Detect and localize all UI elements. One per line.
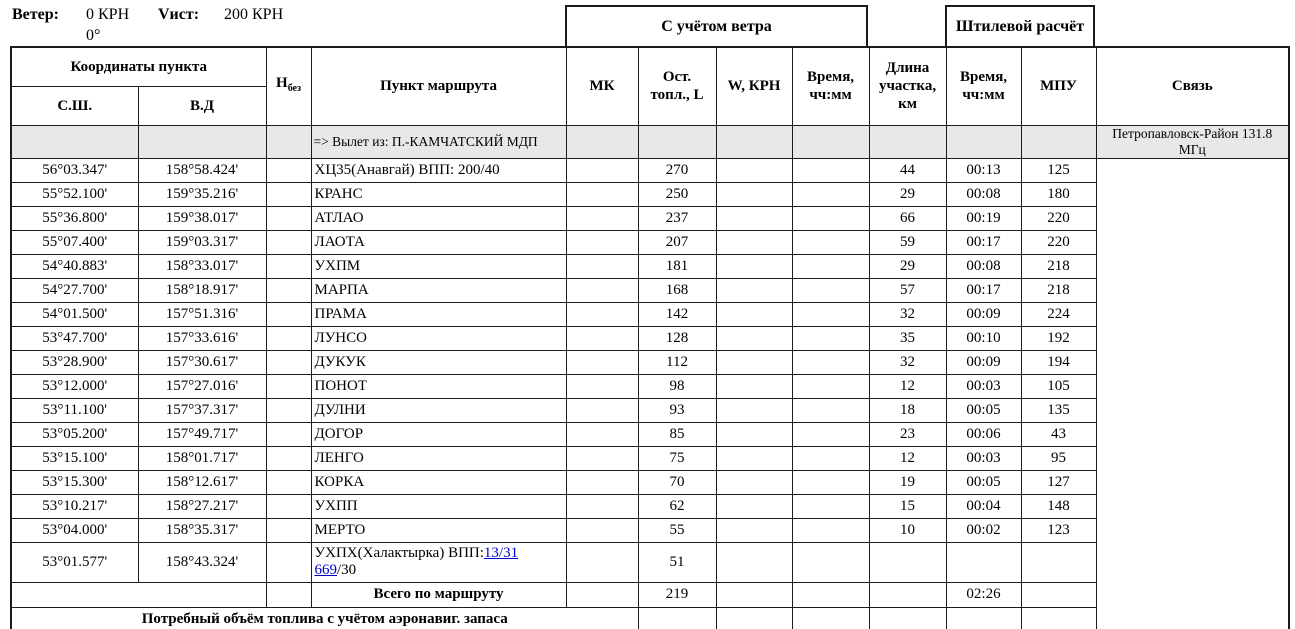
lat-cell: 53°05.200' bbox=[11, 422, 138, 446]
mpu-cell: 180 bbox=[1021, 182, 1096, 206]
lat-cell: 55°52.100' bbox=[11, 182, 138, 206]
runway-suffix: /30 bbox=[337, 562, 357, 578]
required-fuel-label-cell: Потребный объём топлива с учётом аэронавиг. запаса bbox=[11, 607, 638, 629]
time-calm-cell: 00:08 bbox=[946, 254, 1021, 278]
point-cell: ХЦ35(Анавгай) ВПП: 200/40 bbox=[311, 158, 566, 182]
mpu-cell: 125 bbox=[1021, 158, 1096, 182]
mpu-cell: 224 bbox=[1021, 302, 1096, 326]
point-cell: ЛУНСО bbox=[311, 326, 566, 350]
mk-cell bbox=[566, 518, 638, 542]
time-wind-cell bbox=[792, 350, 869, 374]
point-cell: ПРАМА bbox=[311, 302, 566, 326]
lon-cell: 159°35.216' bbox=[138, 182, 266, 206]
hbez-cell bbox=[266, 125, 311, 158]
hbez-cell bbox=[266, 326, 311, 350]
wind-label: Ветер: bbox=[12, 6, 59, 23]
point-cell: МЕРТО bbox=[311, 518, 566, 542]
destination-point-cell bbox=[311, 542, 566, 582]
leg-length-header: Длина участка, км bbox=[869, 47, 946, 125]
time-wind-cell bbox=[792, 254, 869, 278]
hbez-cell bbox=[266, 470, 311, 494]
lat-cell: 53°01.577' bbox=[11, 542, 138, 582]
mpu-cell bbox=[1021, 607, 1096, 629]
hbez-cell bbox=[266, 302, 311, 326]
hbez-cell bbox=[266, 230, 311, 254]
fuel-cell: 93 bbox=[638, 398, 716, 422]
time-calm-cell bbox=[946, 542, 1021, 582]
mk-cell bbox=[566, 470, 638, 494]
time-wind-cell bbox=[792, 422, 869, 446]
point-cell: ДУКУК bbox=[311, 350, 566, 374]
point-cell: ДОГОР bbox=[311, 422, 566, 446]
time-calm-header: Время, чч:мм bbox=[946, 47, 1021, 125]
departure-point-cell: => Вылет из: П.-КАМЧАТСКИЙ МДП bbox=[311, 125, 566, 158]
leg-cell: 19 bbox=[869, 470, 946, 494]
hbez-cell bbox=[266, 182, 311, 206]
mpu-cell: 220 bbox=[1021, 230, 1096, 254]
fuel-cell: 142 bbox=[638, 302, 716, 326]
lon-cell: 158°58.424' bbox=[138, 158, 266, 182]
lat-cell: 55°07.400' bbox=[11, 230, 138, 254]
true-speed-value: 200 КРН bbox=[224, 6, 284, 23]
mk-cell bbox=[566, 230, 638, 254]
w-cell bbox=[716, 302, 792, 326]
fuel-cell: 51 bbox=[638, 542, 716, 582]
lon-cell: 157°49.717' bbox=[138, 422, 266, 446]
mk-cell bbox=[566, 254, 638, 278]
fuel-cell: 207 bbox=[638, 230, 716, 254]
leg-cell: 57 bbox=[869, 278, 946, 302]
time-wind-cell bbox=[792, 518, 869, 542]
table-row bbox=[11, 158, 1289, 182]
leg-cell: 35 bbox=[869, 326, 946, 350]
lon-cell: 159°03.317' bbox=[138, 230, 266, 254]
comm-merged-cell bbox=[1096, 158, 1289, 629]
totals-label-cell: Всего по маршруту bbox=[311, 582, 566, 607]
lon-cell: 158°01.717' bbox=[138, 446, 266, 470]
time-calm-cell: 00:03 bbox=[946, 446, 1021, 470]
time-calm-cell: 00:13 bbox=[946, 158, 1021, 182]
w-cell bbox=[716, 350, 792, 374]
time-wind-cell bbox=[792, 494, 869, 518]
point-cell: ДУЛНИ bbox=[311, 398, 566, 422]
lat-cell: 54°27.700' bbox=[11, 278, 138, 302]
lat-cell: 53°15.100' bbox=[11, 446, 138, 470]
lat-cell: 53°10.217' bbox=[11, 494, 138, 518]
lon-cell: 157°33.616' bbox=[138, 326, 266, 350]
time-wind-cell bbox=[792, 230, 869, 254]
lat-cell bbox=[11, 125, 138, 158]
lat-cell: 55°36.800' bbox=[11, 206, 138, 230]
mk-cell bbox=[566, 182, 638, 206]
leg-cell bbox=[869, 607, 946, 629]
time-calm-cell: 00:17 bbox=[946, 278, 1021, 302]
leg-cell: 32 bbox=[869, 350, 946, 374]
leg-cell: 29 bbox=[869, 182, 946, 206]
point-cell: АТЛАО bbox=[311, 206, 566, 230]
time-wind-cell bbox=[792, 398, 869, 422]
fuel-cell: 55 bbox=[638, 518, 716, 542]
lon-cell: 158°12.617' bbox=[138, 470, 266, 494]
fuel-cell: 181 bbox=[638, 254, 716, 278]
mpu-cell: 135 bbox=[1021, 398, 1096, 422]
lat-header: С.Ш. bbox=[11, 86, 138, 125]
departure-comm-cell: Петропавловск-Район 131.8 МГц bbox=[1096, 125, 1289, 158]
point-cell: ПОНОТ bbox=[311, 374, 566, 398]
mk-cell bbox=[566, 350, 638, 374]
leg-cell: 66 bbox=[869, 206, 946, 230]
w-cell bbox=[716, 398, 792, 422]
time-wind-cell bbox=[792, 326, 869, 350]
point-cell: УХПП bbox=[311, 494, 566, 518]
hbez-sub: без bbox=[287, 83, 302, 95]
lat-cell: 54°01.500' bbox=[11, 302, 138, 326]
mk-cell bbox=[566, 542, 638, 582]
lat-cell: 53°15.300' bbox=[11, 470, 138, 494]
mk-cell bbox=[566, 302, 638, 326]
w-cell bbox=[716, 542, 792, 582]
hbez-cell bbox=[266, 582, 311, 607]
runway-link-1[interactable]: 13/31 bbox=[483, 545, 519, 561]
w-cell bbox=[716, 607, 792, 629]
mpu-cell: 192 bbox=[1021, 326, 1096, 350]
destination-name: УХПХ(Халактырка) ВПП: bbox=[314, 545, 484, 561]
time-wind-cell bbox=[792, 182, 869, 206]
mpu-cell: 148 bbox=[1021, 494, 1096, 518]
mk-cell bbox=[566, 494, 638, 518]
time-wind-cell bbox=[792, 278, 869, 302]
time-calm-cell: 00:06 bbox=[946, 422, 1021, 446]
time-wind-cell bbox=[792, 158, 869, 182]
time-calm-cell: 00:09 bbox=[946, 350, 1021, 374]
total-fuel-cell: 219 bbox=[638, 582, 716, 607]
lat-cell: 53°11.100' bbox=[11, 398, 138, 422]
time-calm-cell: 00:10 bbox=[946, 326, 1021, 350]
mk-cell bbox=[566, 398, 638, 422]
leg-cell: 10 bbox=[869, 518, 946, 542]
mpu-header: МПУ bbox=[1021, 47, 1096, 125]
route-table bbox=[10, 46, 1290, 629]
w-cell bbox=[716, 158, 792, 182]
point-cell: УХПМ bbox=[311, 254, 566, 278]
w-cell bbox=[716, 470, 792, 494]
fuel-cell: 70 bbox=[638, 470, 716, 494]
lon-cell: 158°43.324' bbox=[138, 542, 266, 582]
comm-header: Связь bbox=[1096, 47, 1289, 125]
w-cell bbox=[716, 582, 792, 607]
leg-cell: 18 bbox=[869, 398, 946, 422]
route-point-header: Пункт маршрута bbox=[311, 47, 566, 125]
mpu-cell: 218 bbox=[1021, 278, 1096, 302]
time-wind-header: Время, чч:мм bbox=[792, 47, 869, 125]
w-cell bbox=[716, 278, 792, 302]
mpu-cell bbox=[1021, 542, 1096, 582]
time-wind-cell bbox=[792, 446, 869, 470]
time-calm-cell: 00:04 bbox=[946, 494, 1021, 518]
leg-cell: 15 bbox=[869, 494, 946, 518]
w-header: W, КРН bbox=[716, 47, 792, 125]
time-calm-cell: 00:17 bbox=[946, 230, 1021, 254]
time-calm-cell: 00:02 bbox=[946, 518, 1021, 542]
leg-cell bbox=[869, 582, 946, 607]
lon-cell: 158°18.917' bbox=[138, 278, 266, 302]
safe-altitude-header bbox=[266, 47, 311, 125]
w-cell bbox=[716, 230, 792, 254]
time-calm-cell: 00:05 bbox=[946, 470, 1021, 494]
w-cell bbox=[716, 254, 792, 278]
fuel-cell: 112 bbox=[638, 350, 716, 374]
mpu-cell: 194 bbox=[1021, 350, 1096, 374]
fuel-cell: 168 bbox=[638, 278, 716, 302]
time-wind-cell bbox=[792, 582, 869, 607]
w-cell bbox=[716, 422, 792, 446]
w-cell bbox=[716, 518, 792, 542]
w-cell bbox=[716, 326, 792, 350]
w-cell bbox=[716, 182, 792, 206]
mpu-cell: 105 bbox=[1021, 374, 1096, 398]
time-calm-cell: 00:09 bbox=[946, 302, 1021, 326]
mpu-cell: 43 bbox=[1021, 422, 1096, 446]
fuel-header: Ост. топл., L bbox=[638, 47, 716, 125]
time-wind-cell bbox=[792, 374, 869, 398]
lat-cell: 53°12.000' bbox=[11, 374, 138, 398]
lon-cell: 158°35.317' bbox=[138, 518, 266, 542]
fuel-cell: 75 bbox=[638, 446, 716, 470]
hbez-cell bbox=[266, 350, 311, 374]
fuel-cell: 85 bbox=[638, 422, 716, 446]
fuel-cell: 98 bbox=[638, 374, 716, 398]
mk-cell bbox=[566, 278, 638, 302]
lon-cell: 158°33.017' bbox=[138, 254, 266, 278]
point-cell: КОРКА bbox=[311, 470, 566, 494]
time-wind-cell bbox=[792, 542, 869, 582]
with-wind-group-header: С учётом ветра bbox=[565, 5, 868, 46]
mk-cell bbox=[566, 158, 638, 182]
hbez-cell bbox=[266, 446, 311, 470]
mk-cell bbox=[566, 374, 638, 398]
leg-cell: 23 bbox=[869, 422, 946, 446]
lon-cell: 157°37.317' bbox=[138, 398, 266, 422]
leg-cell bbox=[869, 542, 946, 582]
time-wind-cell bbox=[792, 302, 869, 326]
mk-cell bbox=[566, 582, 638, 607]
fuel-cell: 250 bbox=[638, 182, 716, 206]
fuel-cell: 237 bbox=[638, 206, 716, 230]
hbez-cell bbox=[266, 422, 311, 446]
leg-cell: 12 bbox=[869, 446, 946, 470]
total-time-cell: 02:26 bbox=[946, 582, 1021, 607]
mk-cell bbox=[566, 422, 638, 446]
w-cell bbox=[716, 374, 792, 398]
mpu-cell: 220 bbox=[1021, 206, 1096, 230]
coords-header: Координаты пункта bbox=[11, 47, 266, 86]
w-cell bbox=[716, 446, 792, 470]
wind-direction: 0° bbox=[86, 27, 101, 44]
lon-cell: 159°38.017' bbox=[138, 206, 266, 230]
time-wind-cell bbox=[792, 470, 869, 494]
lon-cell: 157°51.316' bbox=[138, 302, 266, 326]
hbez-cell bbox=[266, 542, 311, 582]
mk-header: МК bbox=[566, 47, 638, 125]
wind-value: 0 КРН bbox=[86, 6, 130, 23]
leg-cell: 29 bbox=[869, 254, 946, 278]
time-calm-cell bbox=[946, 607, 1021, 629]
lon-cell: 158°27.217' bbox=[138, 494, 266, 518]
point-cell: ЛАОТА bbox=[311, 230, 566, 254]
lat-cell: 53°04.000' bbox=[11, 518, 138, 542]
hbez-cell bbox=[266, 494, 311, 518]
calm-calc-group-header: Штилевой расчёт bbox=[945, 5, 1095, 46]
leg-cell: 32 bbox=[869, 302, 946, 326]
fuel-cell: 270 bbox=[638, 158, 716, 182]
mpu-cell bbox=[1021, 582, 1096, 607]
point-cell: КРАНС bbox=[311, 182, 566, 206]
hbez-cell bbox=[266, 206, 311, 230]
time-calm-cell: 00:05 bbox=[946, 398, 1021, 422]
mpu-cell: 123 bbox=[1021, 518, 1096, 542]
hbez-cell bbox=[266, 374, 311, 398]
lat-cell: 53°47.700' bbox=[11, 326, 138, 350]
fuel-cell: 128 bbox=[638, 326, 716, 350]
lon-cell: 157°30.617' bbox=[138, 350, 266, 374]
time-calm-cell: 00:03 bbox=[946, 374, 1021, 398]
hbez-cell bbox=[266, 254, 311, 278]
coords-empty-cell bbox=[11, 582, 266, 607]
time-wind-cell bbox=[792, 206, 869, 230]
lat-cell: 54°40.883' bbox=[11, 254, 138, 278]
true-speed-label: Vист: bbox=[158, 6, 200, 23]
time-wind-cell bbox=[792, 607, 869, 629]
leg-cell: 12 bbox=[869, 374, 946, 398]
hbez-cell bbox=[266, 278, 311, 302]
hbez-cell bbox=[266, 518, 311, 542]
time-calm-cell: 00:19 bbox=[946, 206, 1021, 230]
mpu-cell: 218 bbox=[1021, 254, 1096, 278]
mk-cell bbox=[566, 206, 638, 230]
w-cell bbox=[716, 206, 792, 230]
point-cell: МАРПА bbox=[311, 278, 566, 302]
departure-row bbox=[11, 125, 1289, 158]
lon-cell: 157°27.016' bbox=[138, 374, 266, 398]
lon-cell bbox=[138, 125, 266, 158]
lat-cell: 56°03.347' bbox=[11, 158, 138, 182]
mk-cell bbox=[566, 326, 638, 350]
leg-cell: 44 bbox=[869, 158, 946, 182]
fuel-cell bbox=[638, 607, 716, 629]
leg-cell: 59 bbox=[869, 230, 946, 254]
lon-header: В.Д bbox=[138, 86, 266, 125]
mk-cell bbox=[566, 446, 638, 470]
time-calm-cell: 00:08 bbox=[946, 182, 1021, 206]
lat-cell: 53°28.900' bbox=[11, 350, 138, 374]
runway-link-2[interactable]: 669 bbox=[314, 562, 338, 578]
hbez-cell bbox=[266, 158, 311, 182]
hbez-cell bbox=[266, 398, 311, 422]
mpu-cell: 127 bbox=[1021, 470, 1096, 494]
mpu-cell: 95 bbox=[1021, 446, 1096, 470]
point-cell: ЛЕНГО bbox=[311, 446, 566, 470]
w-cell bbox=[716, 494, 792, 518]
fuel-cell: 62 bbox=[638, 494, 716, 518]
hbez-main: Н bbox=[276, 75, 288, 92]
